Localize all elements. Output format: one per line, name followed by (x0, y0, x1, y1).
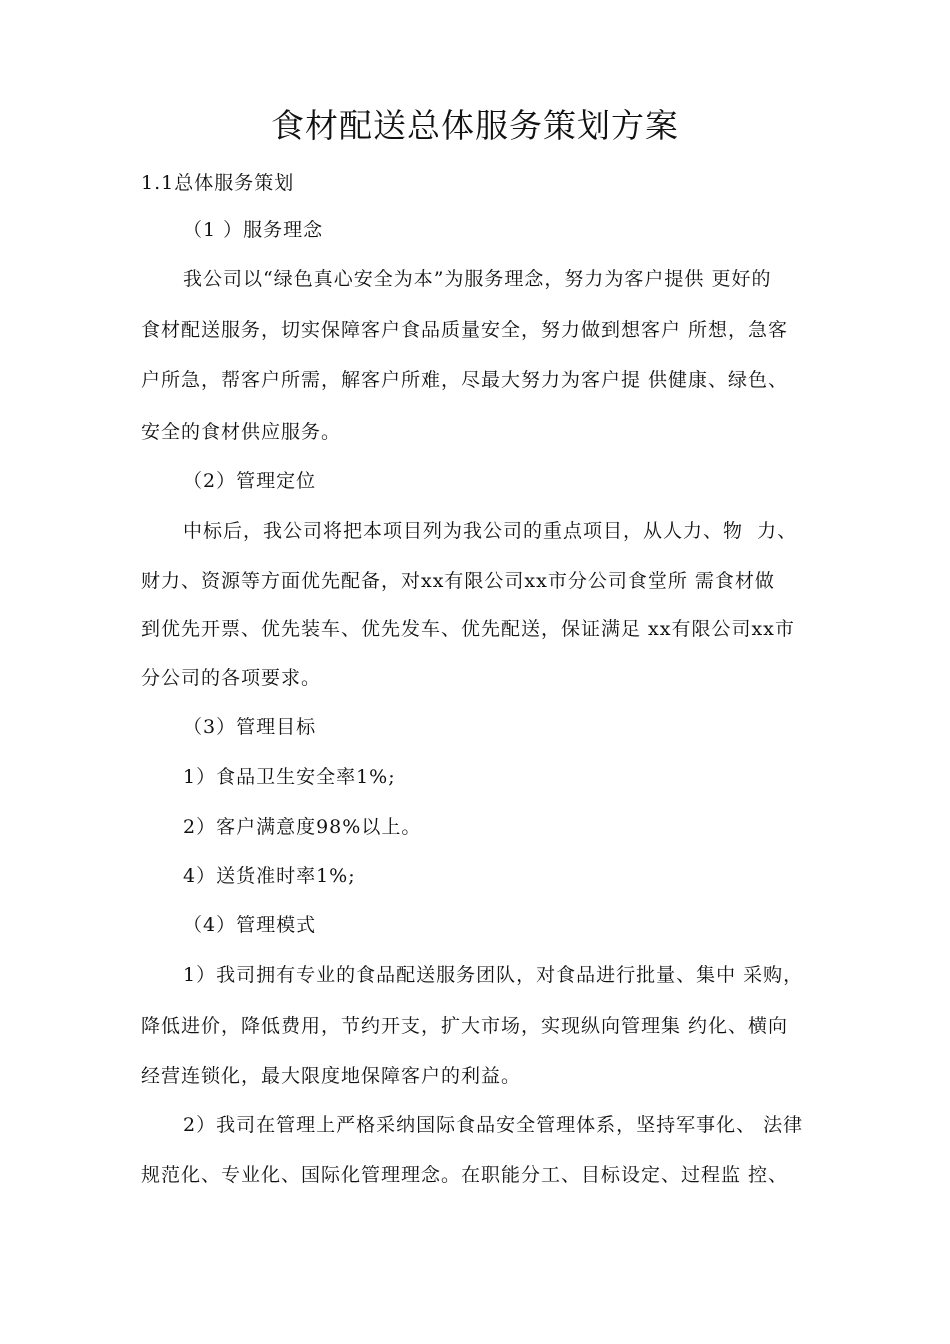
paragraph-line: 降低进价，降低费用，节约开支，扩大市场，实现纵向管理集 约化、横向 (141, 1015, 789, 1037)
paragraph-line: 规范化、专业化、国际化管理理念。在职能分工、目标设定、过程监 控、 (141, 1164, 789, 1186)
paragraph-line: 到优先开票、优先装车、优先发车、优先配送，保证满足 xx有限公司xx市 (141, 618, 795, 640)
paragraph-line: 户所急，帮客户所需，解客户所难，尽最大努力为客户提 供健康、绿色、 (141, 369, 789, 391)
subheading-management-mode: （4）管理模式 (183, 914, 317, 936)
paragraph-line: 2）我司在管理上严格采纳国际食品安全管理体系，坚持军事化、 法律 (183, 1114, 804, 1136)
section-heading: 1.1总体服务策划 (141, 172, 295, 194)
paragraph-line: 财力、资源等方面优先配备，对xx有限公司xx市分公司食堂所 需食材做 (141, 570, 775, 592)
paragraph-line: 食材配送服务，切实保障客户食品质量安全，努力做到想客户 所想，急客 (141, 319, 789, 341)
subheading-service-concept: （1 ）服务理念 (183, 219, 324, 241)
goal-item: 1）食品卫生安全率1%; (183, 766, 396, 788)
paragraph-line: 经营连锁化，最大限度地保障客户的利益。 (141, 1065, 522, 1087)
paragraph-line: 中标后，我公司将把本项目列为我公司的重点项目，从人力、物 力、 (183, 520, 798, 542)
paragraph-line: 分公司的各项要求。 (141, 667, 322, 689)
subheading-management-goals: （3）管理目标 (183, 716, 317, 738)
document-title: 食材配送总体服务策划方案 (271, 106, 679, 145)
subheading-management-position: （2）管理定位 (183, 470, 317, 492)
paragraph-line: 1）我司拥有专业的食品配送服务团队，对食品进行批量、集中 采购， (183, 964, 804, 986)
goal-item: 4）送货准时率1%; (183, 865, 356, 887)
goal-item: 2）客户满意度98%以上。 (183, 816, 422, 838)
paragraph-line: 我公司以“绿色真心安全为本”为服务理念，努力为客户提供 更好的 (183, 268, 772, 290)
paragraph-line: 安全的食材供应服务。 (141, 421, 342, 443)
